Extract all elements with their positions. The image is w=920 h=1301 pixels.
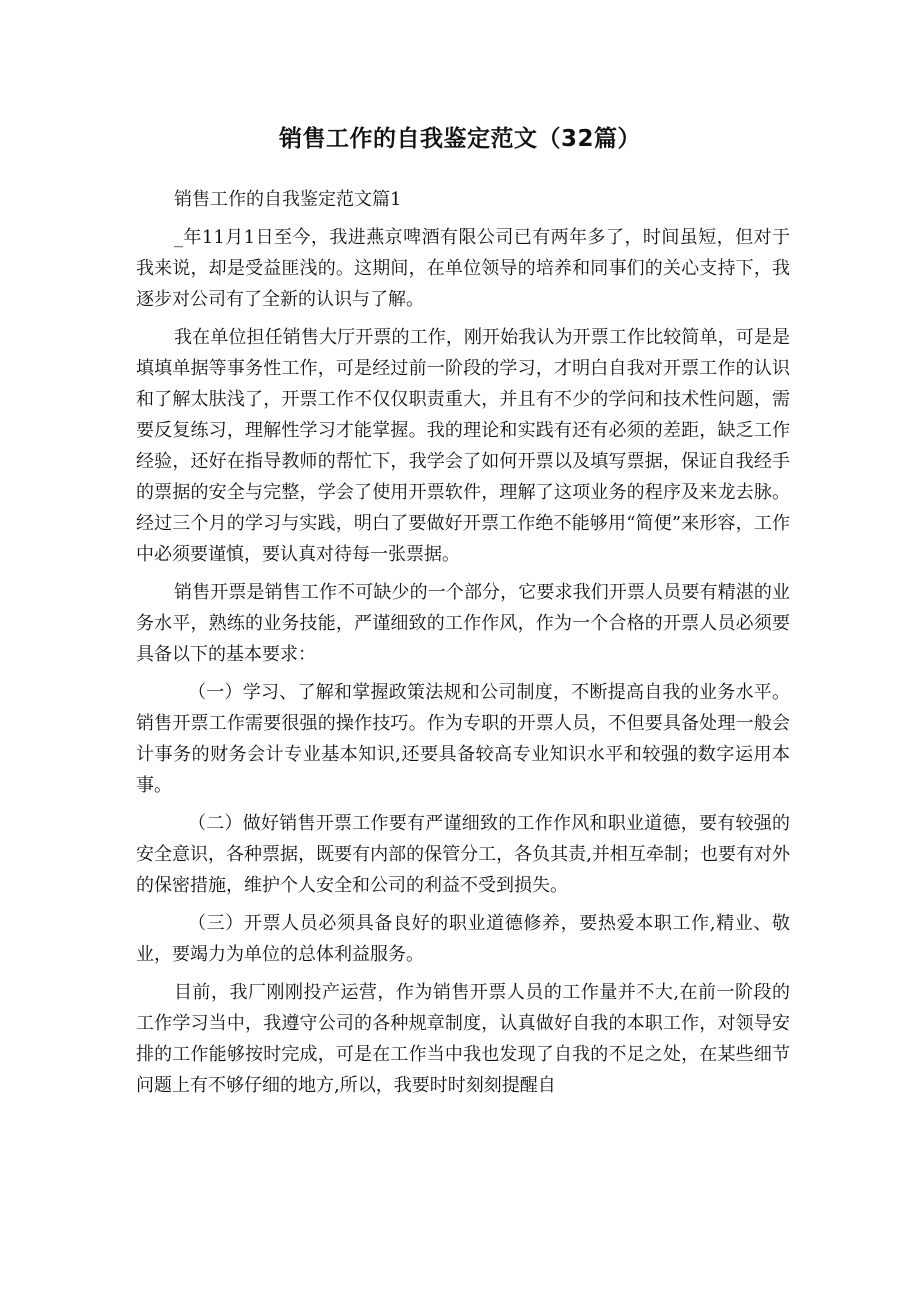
paragraph-job-description: 我在单位担任销售大厅开票的工作，刚开始我认为开票工作比较简单，可是是填填单据等事务性工作，可是经过前一阶段的学习，才明白自我对开票工作的认识和了解太肤浅了，开票工作不仅仅职责重大，并且有不少的学问和技术性问题，需要反复练习，理解性学习才能掌握。我的理论和实践有还有必须的差距，缺乏工作经验，还好在指导教师的帮忙下，我学会了如何开票以及填写票据，保证自我经手的票据的安全与完整，学会了使用开票软件，理解了这项业务的程序及来龙去脉。经过三个月的学习与实践，明白了要做好开票工作绝不能够用“简便”来形容，工作中必须要谨慎，要认真对待每一张票据。 [136, 327, 790, 565]
document-title: 销售工作的自我鉴定范文（32篇） [278, 126, 641, 152]
list-item-requirement-2: （二）做好销售开票工作要有严谨细致的工作作风和职业道德，要有较强的安全意识，各种票据，既要有内部的保管分工，各负其责,并相互牵制；也要有对外的保密措施，维护个人安全和公司的利益不受到损失。 [136, 813, 790, 896]
section-heading: 销售工作的自我鉴定范文篇1 [174, 189, 402, 210]
paragraph-requirements-intro: 销售开票是销售工作不可缺少的一个部分，它要求我们开票人员要有精湛的业务水平，熟练的业务技能，严谨细致的工作作风，作为一个合格的开票人员必须要具备以下的基本要求： [136, 582, 790, 665]
document-body [136, 184, 790, 1108]
list-item-requirement-3: （三）开票人员必须具备良好的职业道德修养，要热爱本职工作,精业、敬业，要竭力为单位的总体利益服务。 [136, 913, 790, 965]
list-item-requirement-1: （一）学习、了解和掌握政策法规和公司制度，不断提高自我的业务水平。销售开票工作需要很强的操作技巧。作为专职的开票人员，不但要具备处理一般会计事务的财务会计专业基本知识,还要具备较高专业知识水平和较强的数字运用本事。 [136, 682, 790, 796]
paragraph-closing: 目前，我厂刚刚投产运营，作为销售开票人员的工作量并不大,在前一阶段的工作学习当中，我遵守公司的各种规章制度，认真做好自我的本职工作，对领导安排的工作能够按时完成，可是在工作当中我也发现了自我的不足之处，在某些细节问题上有不够仔细的地方,所以，我要时时刻刻提醒自 [136, 982, 790, 1096]
paragraph-intro: _年11月1日至今，我进燕京啤酒有限公司已有两年多了，时间虽短，但对于我来说，却是受益匪浅的。这期间，在单位领导的培养和同事们的关心支持下，我逐步对公司有了全新的认识与了解。 [136, 227, 790, 310]
